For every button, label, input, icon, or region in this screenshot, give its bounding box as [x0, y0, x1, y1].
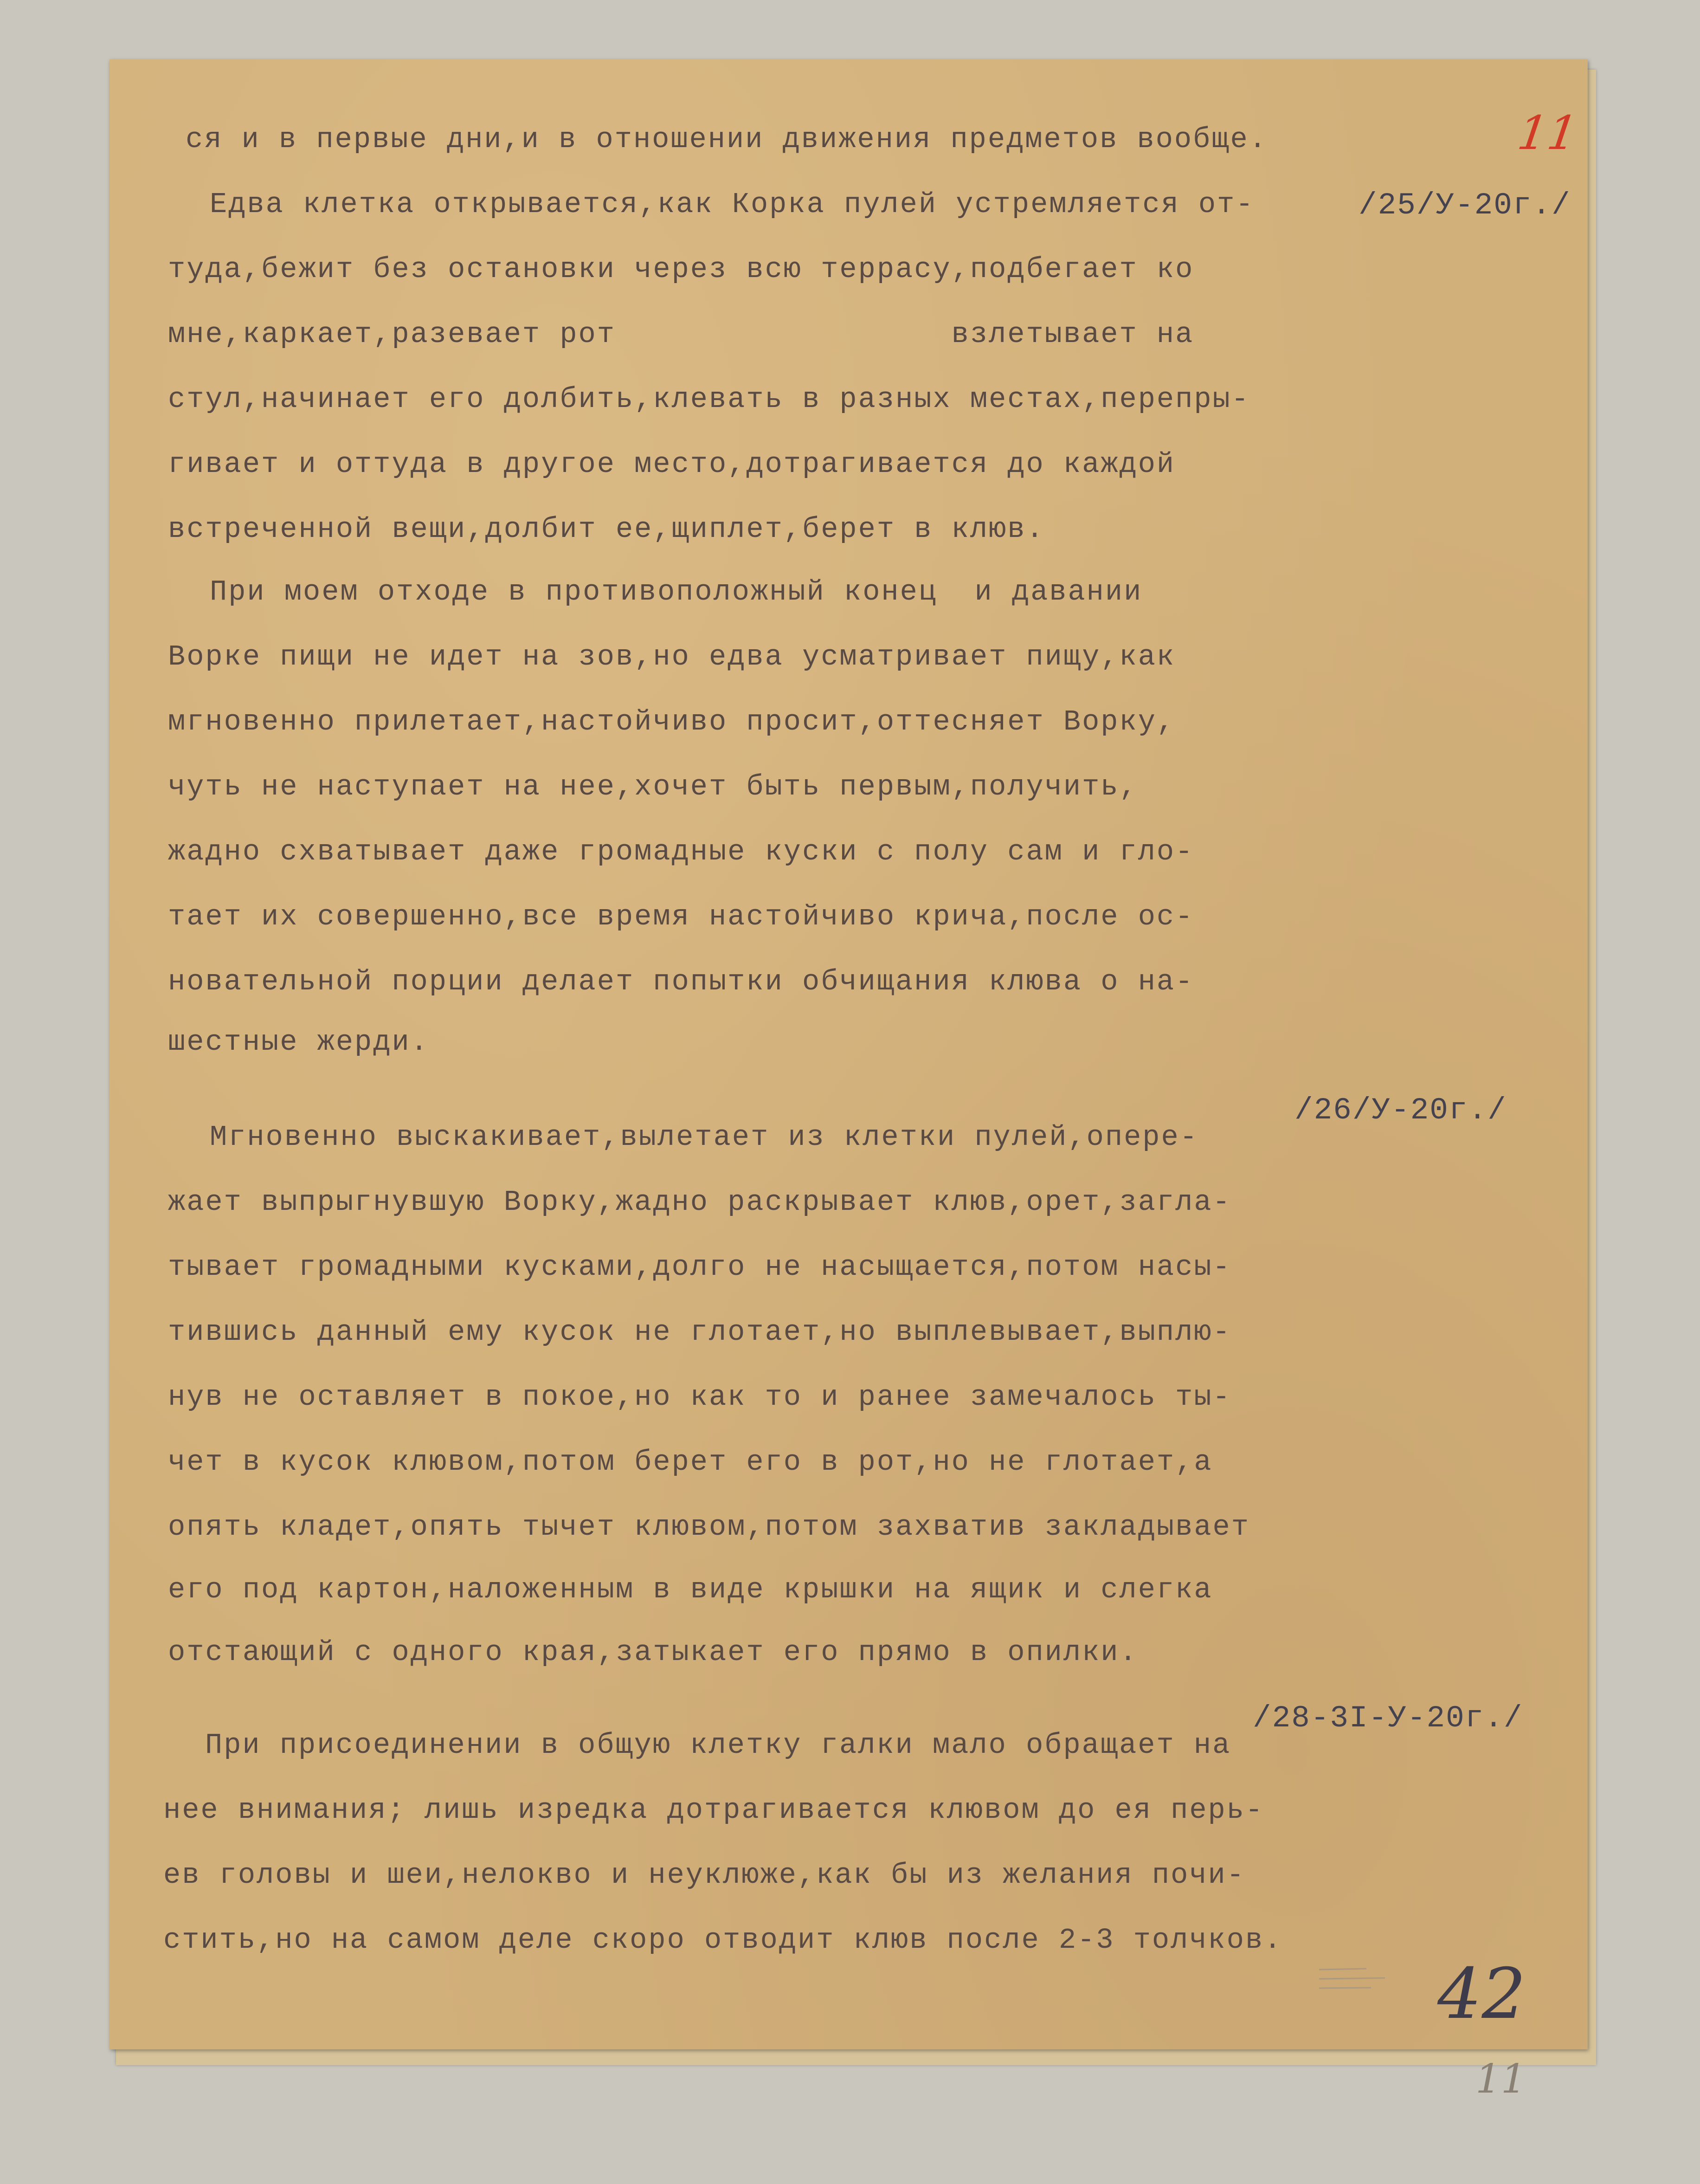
- text-line: его под картон,наложенным в виде крышки на ящик и слегка: [168, 1573, 1213, 1606]
- folio-number-red: 11: [1514, 106, 1581, 160]
- text-line: стул,начинает его долбить,клевать в разных местах,перепры-: [168, 383, 1250, 416]
- text-line: тывает громадными кусками,долго не насыщается,потом насы-: [168, 1251, 1231, 1284]
- faint-stamp: [1315, 1963, 1408, 1999]
- text-line: Ворке пищи не идет на зов,но едва усматривает пищу,как: [168, 640, 1176, 673]
- text-line: новательной порции делает попытки обчищания клюва о на-: [168, 965, 1194, 998]
- text-line: шестные жерди.: [168, 1026, 429, 1059]
- text-line: нув не оставляет в покое,но как то и ранее замечалось ты-: [168, 1381, 1231, 1414]
- text-line: ев головы и шеи,нелокво и неуклюже,как бы из желания почи-: [163, 1859, 1245, 1892]
- text-line: мне,каркает,разевает рот взлетывает на: [168, 318, 1194, 351]
- text-line: мгновенно прилетает,настойчиво просит,оттесняет Ворку,: [168, 705, 1176, 738]
- text-line: чет в кусок клювом,потом берет его в рот,но не глотает,а: [168, 1446, 1213, 1479]
- text-line: опять кладет,опять тычет клювом,потом захватив закладывает: [168, 1511, 1250, 1544]
- text-line: тает их совершенно,все время настойчиво крича,после ос-: [168, 900, 1194, 933]
- entry-date: /25/У-20г./: [1359, 188, 1571, 223]
- text-line: ся и в первые дни,и в отношении движения предметов вообще.: [186, 123, 1268, 156]
- text-line: Едва клетка открывается,как Корка пулей устремляется от-: [210, 188, 1255, 221]
- text-line: При присоединении в общую клетку галки мало обращает на: [205, 1729, 1231, 1762]
- faint-folio-marks: 11: [1475, 2056, 1526, 2102]
- text-line: встреченной вещи,долбит ее,щиплет,берет в клюв.: [168, 513, 1045, 546]
- text-line: отстающий с одного края,затыкает его прямо в опилки.: [168, 1636, 1138, 1669]
- text-line: тившись данный ему кусок не глотает,но выплевывает,выплю-: [168, 1316, 1231, 1349]
- text-line: гивает и оттуда в другое место,дотрагивается до каждой: [168, 448, 1176, 481]
- entry-date: /26/У-20г./: [1294, 1093, 1507, 1128]
- text-line: При моем отходе в противоположный конец и давании: [210, 575, 1143, 608]
- folio-number-ink: 42: [1437, 1954, 1526, 2035]
- text-line: жает выпрыгнувшую Ворку,жадно раскрывает клюв,орет,загла-: [168, 1186, 1231, 1219]
- text-line: жадно схватывает даже громадные куски с полу сам и гло-: [168, 835, 1194, 868]
- text-line: Мгновенно выскакивает,вылетает из клетки пулей,опере-: [210, 1121, 1198, 1154]
- entry-date: /28-3I-У-20г./: [1253, 1701, 1523, 1736]
- text-line: чуть не наступает на нее,хочет быть первым,получить,: [168, 770, 1138, 803]
- text-line: туда,бежит без остановки через всю террасу,подбегает ко: [168, 253, 1194, 286]
- text-line: нее внимания; лишь изредка дотрагивается клювом до ея перь-: [163, 1794, 1264, 1827]
- text-line: стить,но на самом деле скоро отводит клюв после 2-3 толчков.: [163, 1924, 1283, 1957]
